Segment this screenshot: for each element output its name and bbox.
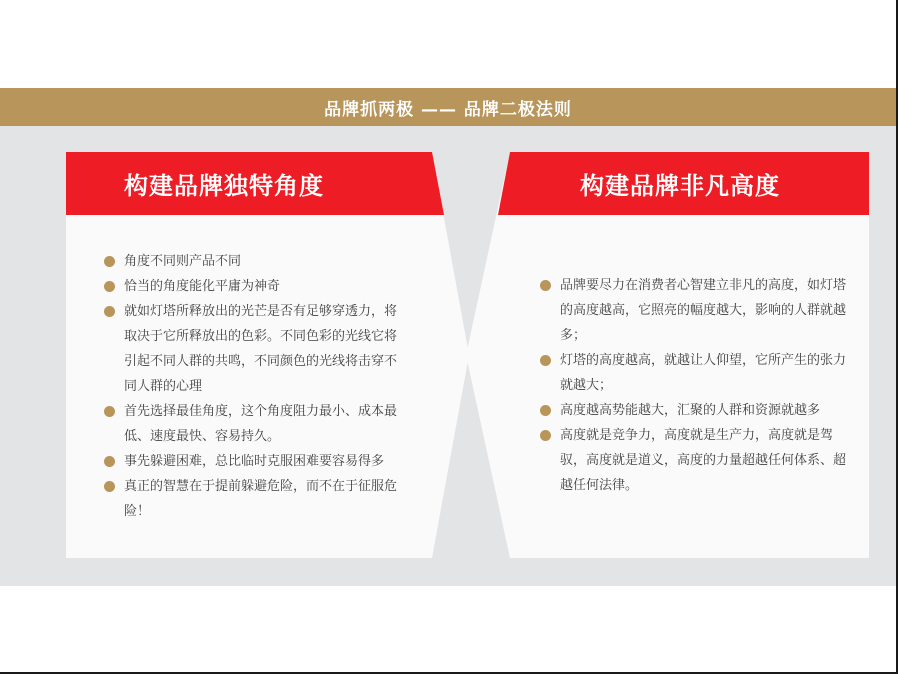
bullet-dot: [104, 456, 115, 467]
list-item: [104, 274, 404, 299]
list-item: [540, 273, 850, 348]
list-item-text: 真正的智慧在于提前躲避危险，而不在于征服危险！: [124, 479, 398, 519]
list-item-text: 品牌要尽力在消费者心智建立非凡的高度，如灯塔的高度越高，它照亮的幅度越大，影响的人群就越多；: [560, 278, 847, 343]
list-item: [104, 449, 404, 474]
list-item-text: 高度就是竞争力，高度就是生产力，高度就是驾驭，高度就是道义，高度的力量超越任何体系、超越任何法律。: [560, 428, 847, 493]
left-panel-title: 构建品牌独特角度: [124, 172, 324, 200]
list-item-text: 就如灯塔所释放出的光芒是否有足够穿透力，将取决于它所释放出的色彩。不同色彩的光线它将引起不同人群的共鸣，不同颜色的光线将击穿不同人群的心理: [124, 304, 398, 394]
list-item: [104, 399, 404, 449]
left-panel: [66, 152, 469, 558]
left-bullet-list: [104, 249, 404, 524]
title-banner: [0, 88, 896, 126]
bullet-dot: [104, 281, 115, 292]
right-panel: [466, 152, 869, 558]
list-item-text: 恰当的角度能化平庸为神奇: [124, 279, 281, 294]
right-panel-title: 构建品牌非凡高度: [580, 172, 780, 200]
bullet-dot: [540, 280, 551, 291]
list-item-text: 角度不同则产品不同: [124, 254, 242, 269]
bullet-dot: [540, 405, 551, 416]
list-item: [104, 474, 404, 524]
bullet-dot: [540, 430, 551, 441]
list-item-text: 首先选择最佳角度，这个角度阻力最小、成本最低、速度最快、容易持久。: [124, 404, 398, 444]
bullet-dot: [104, 481, 115, 492]
list-item-text: 高度越高势能越大，汇聚的人群和资源就越多: [560, 403, 821, 418]
bullet-dot: [104, 406, 115, 417]
list-item: [104, 249, 404, 274]
bullet-dot: [104, 256, 115, 267]
list-item: [104, 299, 404, 399]
list-item-text: 灯塔的高度越高，就越让人仰望，它所产生的张力就越大；: [560, 353, 847, 393]
banner-title: 品牌抓两极 —— 品牌二极法则: [324, 99, 572, 120]
list-item: [540, 423, 850, 498]
list-item: [540, 348, 850, 398]
bullet-dot: [540, 355, 551, 366]
right-bullet-list: [540, 273, 850, 498]
list-item: [540, 398, 850, 423]
bullet-dot: [104, 306, 115, 317]
list-item-text: 事先躲避困难，总比临时克服困难要容易得多: [124, 454, 385, 469]
